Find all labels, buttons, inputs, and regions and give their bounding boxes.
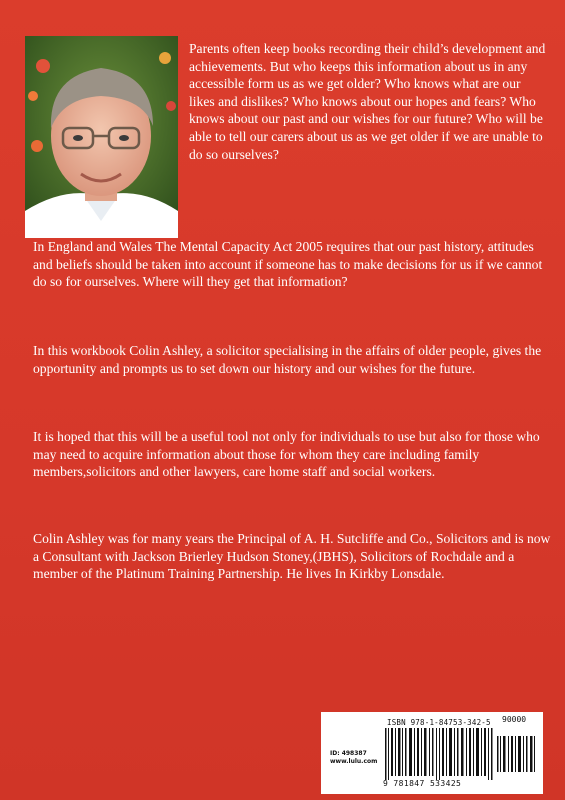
barcode-icon (385, 728, 493, 780)
price-barcode-icon (497, 728, 537, 772)
author-photo (25, 36, 178, 238)
barcode-panel (321, 712, 543, 794)
author-bio-paragraph: Colin Ashley was for many years the Principal of A. H. Sutcliffe and Co., Solicitors and is now a Consultant with Jackson Brierley Hudson Stoney,(JBHS), Solicitors of Rochdale and a member of the Platinum Training Partnership. He lives In Kirkby Lonsdale. (33, 531, 551, 582)
price-code: 90000 (502, 715, 527, 724)
publisher-id: ID: 498387 (330, 750, 367, 757)
blurb-paragraph-2: In England and Wales The Mental Capacity Act 2005 requires that our past history, attitudes and beliefs should be taken into account if someone has to make decisions for us if we cannot do so for ourselves. Where will they get that information? (33, 239, 543, 290)
blurb-paragraph-4: It is hoped that this will be a useful tool not only for individuals to use but also for those who may need to acquire information about those for whom they care including family members,solicitors and other lawyers, care home staff and social workers. (33, 429, 540, 480)
blurb-paragraph-3: In this workbook Colin Ashley, a solicitor specialising in the affairs of older people, gives the opportunity and prompts us to set down our history and our wishes for the future. (33, 343, 542, 376)
barcode-digits: 9 781847 533425 (383, 779, 462, 788)
blurb-paragraph-1: Parents often keep books recording their child’s development and achievements. But who keeps this information about us in any accessible form us as we get older? Who knows what are our likes and dislikes? Who knows about our hopes and fears? Who knows about our past and our wishes for our future? Who will be able to tell our carers about us as we get older if we are unable to do so ourselves? (189, 41, 546, 162)
publisher-url: www.lulu.com (330, 758, 378, 765)
isbn-label: ISBN 978-1-84753-342-5 (387, 718, 491, 727)
